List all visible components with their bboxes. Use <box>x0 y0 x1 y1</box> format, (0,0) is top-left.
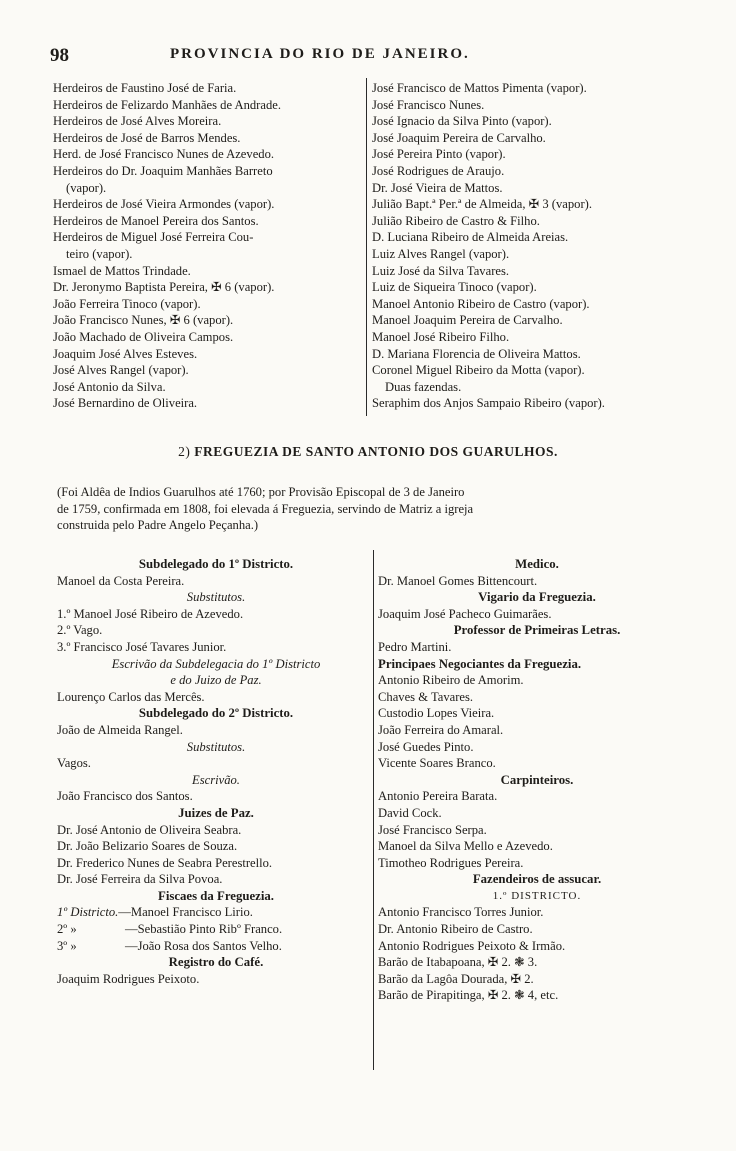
entry: Vagos. <box>57 756 91 771</box>
list-item: Coronel Miguel Ribeiro da Motta (vapor). <box>372 363 585 378</box>
list-item: João Ferreira Tinoco (vapor). <box>53 296 201 311</box>
section-title-text: FREGUEZIA DE SANTO ANTONIO DOS GUARULHOS. <box>194 444 558 459</box>
list-item: Julião Bapt.ª Per.ª de Almeida, ✠ 3 (vapor). <box>372 197 593 212</box>
list-item: Luiz Alves Rangel (vapor). <box>372 246 510 261</box>
entry: Vicente Soares Branco. <box>378 756 496 771</box>
list-item: Herdeiros de José Vieira Armondes (vapor). <box>53 197 275 212</box>
list-item: Luiz José da Silva Tavares. <box>372 263 510 278</box>
list-item: Duas fazendas. <box>385 379 462 394</box>
section-heading: Carpinteiros. <box>500 772 574 787</box>
note-line: de 1759, confirmada em 1808, foi elevada á Freguezia, servindo de Matriz a igreja <box>57 501 474 516</box>
section-heading: Medico. <box>515 557 559 571</box>
entry: João de Almeida Rangel. <box>57 722 183 737</box>
list-item: Joaquim José Alves Esteves. <box>53 346 198 361</box>
list-item: José Francisco Nunes. <box>372 97 485 112</box>
entry: Antonio Ribeiro de Amorim. <box>378 673 524 688</box>
entry: Joaquim Rodrigues Peixoto. <box>57 971 200 986</box>
entry: Barão da Lagôa Dourada, ✠ 2. <box>378 971 534 986</box>
list-item: José Antonio da Silva. <box>53 379 166 394</box>
entry: Dr. José Ferreira da Silva Povoa. <box>57 872 223 887</box>
subheading: Substitutos. <box>186 739 246 754</box>
list-item: José Alves Rangel (vapor). <box>53 363 189 378</box>
subheading: Escrivão da Subdelegacia do 1º Districto <box>111 656 321 671</box>
list-item: Herd. de José Francisco Nunes de Azevedo. <box>53 147 275 162</box>
entry: Pedro Martini. <box>378 639 452 654</box>
list-item: Herdeiros de Miguel José Ferreira Cou- <box>53 230 254 245</box>
section-heading: Fazendeiros de assucar. <box>472 872 602 887</box>
list-item: Herdeiros de José Alves Moreira. <box>53 114 222 129</box>
section-note <box>57 484 691 534</box>
fiscal-label: 1º Districto. <box>57 905 119 920</box>
fiscal-label: 2º » <box>57 922 77 937</box>
section-heading: Subdelegado do 1º Districto. <box>138 557 294 571</box>
entry: 2.º Vago. <box>57 623 103 638</box>
section-heading: Juizes de Paz. <box>178 805 254 820</box>
list-item: José Bernardino de Oliveira. <box>53 396 198 411</box>
list-item: (vapor). <box>66 180 107 195</box>
entry: Dr. João Belizario Soares de Souza. <box>57 839 238 854</box>
list-item: José Joaquim Pereira de Carvalho. <box>372 130 546 145</box>
list-item: Manoel Joaquim Pereira de Carvalho. <box>372 313 563 328</box>
page-number: 98 <box>50 45 69 66</box>
list-item: Herdeiros de José de Barros Mendes. <box>53 130 241 145</box>
entry: Timotheo Rodrigues Pereira. <box>378 855 524 870</box>
entry: Dr. Frederico Nunes de Seabra Perestrello. <box>57 855 273 870</box>
subheading: Substitutos. <box>186 590 246 605</box>
entry: Joaquim José Pacheco Guimarães. <box>378 606 552 621</box>
top-right-column <box>372 80 692 412</box>
entry <box>57 938 375 955</box>
list-item: Dr. José Vieira de Mattos. <box>372 180 503 195</box>
list-item: João Machado de Oliveira Campos. <box>53 329 234 344</box>
entry: Barão de Pirapitinga, ✠ 2. ❃ 4, etc. <box>378 988 559 1003</box>
list-item: Manoel José Ribeiro Filho. <box>372 329 510 344</box>
entry: Dr. Manoel Gomes Bittencourt. <box>378 573 538 588</box>
list-item: José Rodrigues de Araujo. <box>372 163 505 178</box>
entry: Manoel da Silva Mello e Azevedo. <box>378 839 553 854</box>
section-heading: Vigario da Freguezia. <box>478 590 596 605</box>
section-heading: Professor de Primeiras Letras. <box>453 623 621 638</box>
section-heading: Fiscaes da Freguezia. <box>158 888 274 903</box>
entry: Chaves & Tavares. <box>378 689 474 704</box>
list-item: D. Mariana Florencia de Oliveira Mattos. <box>372 346 581 361</box>
subheading: Escrivão. <box>192 772 240 787</box>
entry: João Francisco dos Santos. <box>57 789 193 804</box>
column-divider <box>366 78 367 416</box>
entry: David Cock. <box>378 805 442 820</box>
entry: Dr. Antonio Ribeiro de Castro. <box>378 922 533 937</box>
running-title: PROVINCIA DO RIO DE JANEIRO. <box>170 46 470 62</box>
list-item: teiro (vapor). <box>66 246 133 261</box>
list-item: José Ignacio da Silva Pinto (vapor). <box>372 114 552 129</box>
entry <box>57 921 375 938</box>
entry: Manoel da Costa Pereira. <box>57 573 185 588</box>
section-heading: Subdelegado do 2º Districto. <box>138 706 294 721</box>
list-item: Herdeiros de Felizardo Manhães de Andrade. <box>53 97 282 112</box>
note-line: (Foi Aldêa de Indios Guarulhos até 1760; por Provisão Episcopal de 3 de Janeiro <box>57 485 465 499</box>
fiscal-name: —Sebastião Pinto Ribº Franco. <box>125 922 283 937</box>
list-item: Julião Ribeiro de Castro & Filho. <box>372 213 540 228</box>
list-item: José Pereira Pinto (vapor). <box>372 147 506 162</box>
section-number: 2) <box>178 444 191 459</box>
entry: Custodio Lopes Vieira. <box>378 706 495 721</box>
list-item: Herdeiros de Manoel Pereira dos Santos. <box>53 213 259 228</box>
fiscal-name: —João Rosa dos Santos Velho. <box>125 938 282 953</box>
list-item: João Francisco Nunes, ✠ 6 (vapor). <box>53 313 234 328</box>
subheading: e do Juizo de Paz. <box>170 673 262 688</box>
list-item: Ismael de Mattos Trindade. <box>53 263 191 278</box>
list-item: Manoel Antonio Ribeiro de Castro (vapor). <box>372 296 590 311</box>
entry: Dr. José Antonio de Oliveira Seabra. <box>57 822 242 837</box>
list-item: Seraphim dos Anjos Sampaio Ribeiro (vapor). <box>372 396 605 411</box>
section-heading: Registro do Café. <box>168 955 264 970</box>
section-title <box>0 444 736 460</box>
section-heading: Principaes Negociantes da Freguezia. <box>378 656 582 671</box>
entry: Antonio Pereira Barata. <box>378 789 498 804</box>
entry: José Francisco Serpa. <box>378 822 487 837</box>
fiscal-name: —Manoel Francisco Lirio. <box>118 905 253 920</box>
bottom-left-column <box>57 556 375 987</box>
entry <box>57 904 375 921</box>
note-line: construida pelo Padre Angelo Peçanha.) <box>57 518 259 533</box>
list-item: Herdeiros de Faustino José de Faria. <box>53 81 237 95</box>
top-left-column <box>53 80 363 412</box>
fiscal-label: 3º » <box>57 938 77 953</box>
bottom-right-column <box>378 556 696 1004</box>
list-item: Luiz de Siqueira Tinoco (vapor). <box>372 280 537 295</box>
list-item: José Francisco de Mattos Pimenta (vapor). <box>372 81 587 95</box>
list-item: Herdeiros do Dr. Joaquim Manhães Barreto <box>53 163 273 178</box>
entry: João Ferreira do Amaral. <box>378 722 504 737</box>
entry: Barão de Itabapoana, ✠ 2. ❃ 3. <box>378 955 538 970</box>
entry: Antonio Rodrigues Peixoto & Irmão. <box>378 938 566 953</box>
entry: José Guedes Pinto. <box>378 739 474 754</box>
entry: 1.º Manoel José Ribeiro de Azevedo. <box>57 606 244 621</box>
entry: 3.º Francisco José Tavares Junior. <box>57 639 227 654</box>
list-item: Dr. Jeronymo Baptista Pereira, ✠ 6 (vapor). <box>53 280 275 295</box>
entry: Antonio Francisco Torres Junior. <box>378 905 544 920</box>
entry: Lourenço Carlos das Mercês. <box>57 689 205 704</box>
list-item: D. Luciana Ribeiro de Almeida Areias. <box>372 230 569 245</box>
district-label: 1.º DISTRICTO. <box>492 889 582 902</box>
